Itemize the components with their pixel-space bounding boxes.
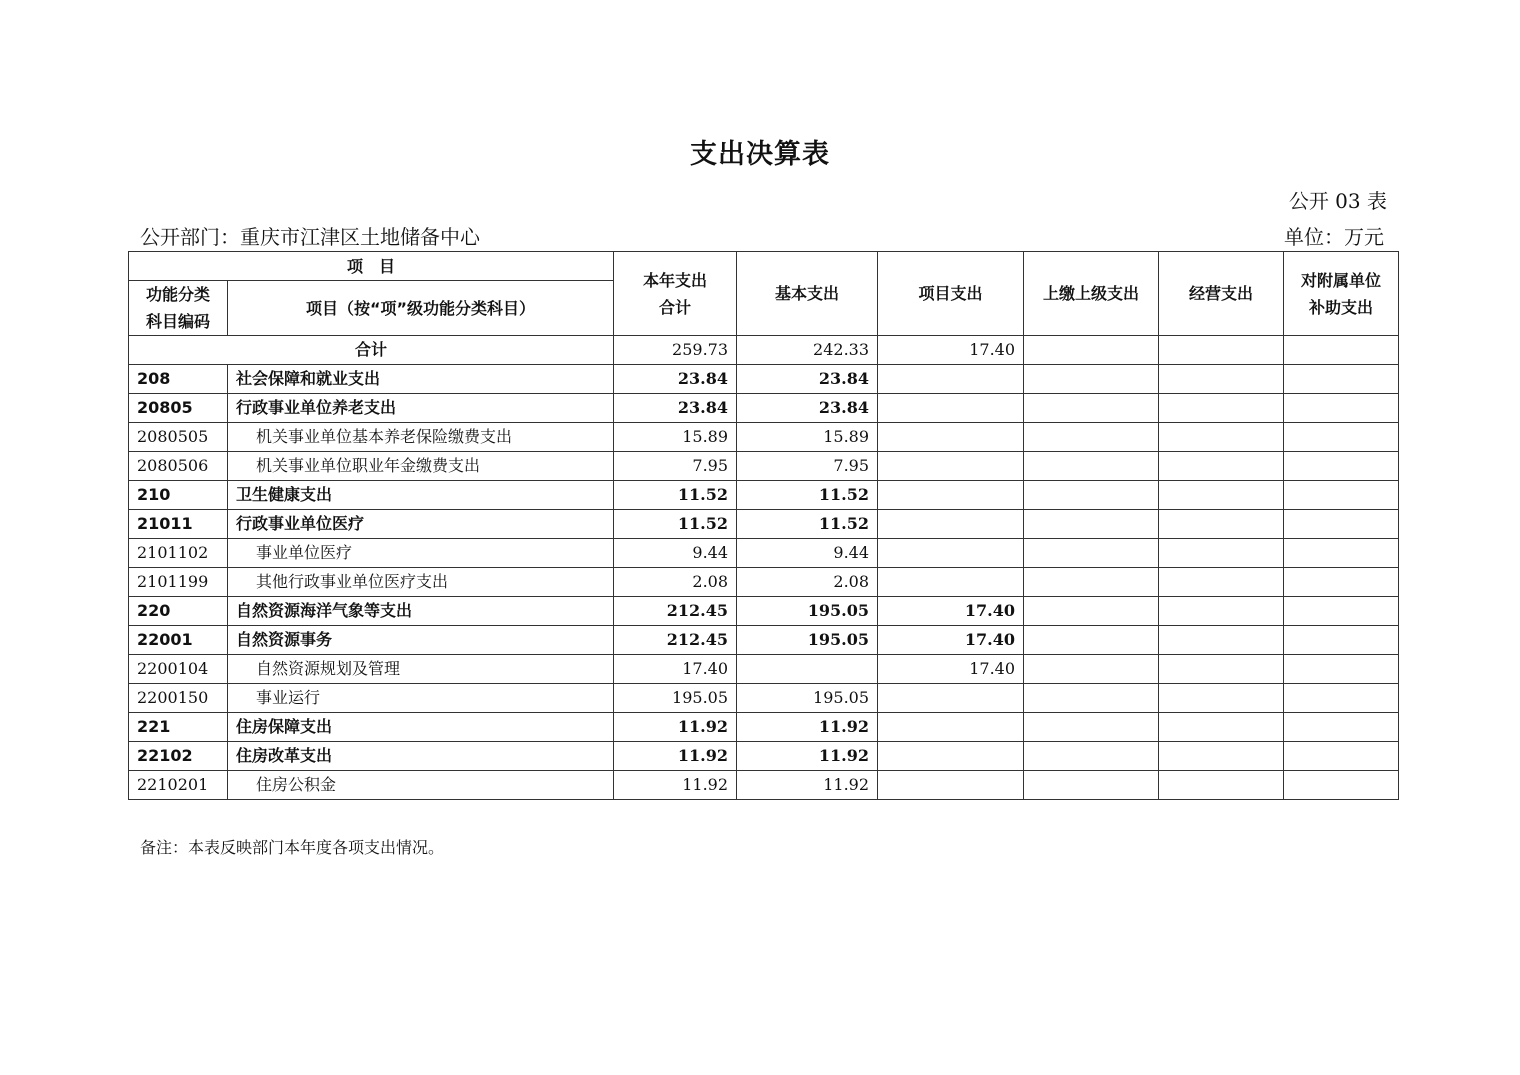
cell-code: 2210201 [129, 771, 228, 800]
table-row [129, 568, 1399, 597]
total-amount: 259.73 [614, 336, 737, 365]
cell-subsidy [1284, 626, 1399, 655]
cell-project [878, 539, 1024, 568]
total-basic: 242.33 [737, 336, 878, 365]
table-row [129, 626, 1399, 655]
cell-name: 自然资源事务 [228, 626, 614, 655]
cell-code: 2080505 [129, 423, 228, 452]
cell-name: 行政事业单位养老支出 [228, 394, 614, 423]
cell-code: 22102 [129, 742, 228, 771]
cell-code: 2080506 [129, 452, 228, 481]
cell-upper [1024, 684, 1159, 713]
cell-project: 17.40 [878, 597, 1024, 626]
cell-code: 221 [129, 713, 228, 742]
cell-code: 2200150 [129, 684, 228, 713]
cell-business [1159, 481, 1284, 510]
table-row [129, 510, 1399, 539]
cell-name: 自然资源海洋气象等支出 [228, 597, 614, 626]
cell-total: 212.45 [614, 597, 737, 626]
header-project: 项目支出 [878, 252, 1024, 336]
cell-subsidy [1284, 684, 1399, 713]
cell-total: 11.52 [614, 481, 737, 510]
cell-name: 社会保障和就业支出 [228, 365, 614, 394]
table-row [129, 684, 1399, 713]
cell-basic: 23.84 [737, 394, 878, 423]
cell-upper [1024, 771, 1159, 800]
cell-code: 22001 [129, 626, 228, 655]
footnote: 备注：本表反映部门本年度各项支出情况。 [140, 838, 445, 857]
cell-business [1159, 684, 1284, 713]
cell-project: 17.40 [878, 626, 1024, 655]
cell-total: 212.45 [614, 626, 737, 655]
cell-basic: 2.08 [737, 568, 878, 597]
cell-basic: 11.52 [737, 481, 878, 510]
cell-upper [1024, 539, 1159, 568]
cell-subsidy [1284, 394, 1399, 423]
cell-subsidy [1284, 742, 1399, 771]
total-business [1159, 336, 1284, 365]
cell-name: 事业运行 [228, 684, 614, 713]
header-item-group: 项 目 [129, 252, 614, 281]
cell-business [1159, 626, 1284, 655]
cell-business [1159, 394, 1284, 423]
cell-basic: 9.44 [737, 539, 878, 568]
header-code: 功能分类科目编码 [129, 281, 228, 336]
cell-subsidy [1284, 452, 1399, 481]
form-number: 公开 03 表 [1288, 189, 1387, 213]
cell-subsidy [1284, 771, 1399, 800]
total-row [129, 336, 1399, 365]
cell-total: 2.08 [614, 568, 737, 597]
table-row [129, 597, 1399, 626]
page-title: 支出决算表 [690, 139, 830, 170]
expenditure-table [128, 251, 1399, 800]
cell-business [1159, 423, 1284, 452]
cell-basic: 11.92 [737, 713, 878, 742]
cell-basic: 11.92 [737, 742, 878, 771]
header-upper: 上缴上级支出 [1024, 252, 1159, 336]
cell-upper [1024, 423, 1159, 452]
cell-upper [1024, 655, 1159, 684]
cell-subsidy [1284, 568, 1399, 597]
cell-project [878, 771, 1024, 800]
cell-business [1159, 539, 1284, 568]
cell-code: 2101102 [129, 539, 228, 568]
cell-total: 23.84 [614, 394, 737, 423]
cell-upper [1024, 365, 1159, 394]
cell-name: 自然资源规划及管理 [228, 655, 614, 684]
cell-code: 220 [129, 597, 228, 626]
cell-project [878, 684, 1024, 713]
cell-business [1159, 771, 1284, 800]
cell-project: 17.40 [878, 655, 1024, 684]
cell-subsidy [1284, 597, 1399, 626]
cell-code: 21011 [129, 510, 228, 539]
total-project: 17.40 [878, 336, 1024, 365]
cell-total: 17.40 [614, 655, 737, 684]
cell-subsidy [1284, 713, 1399, 742]
cell-project [878, 510, 1024, 539]
cell-subsidy [1284, 655, 1399, 684]
cell-business [1159, 597, 1284, 626]
cell-business [1159, 742, 1284, 771]
cell-business [1159, 365, 1284, 394]
cell-basic: 195.05 [737, 684, 878, 713]
cell-subsidy [1284, 539, 1399, 568]
cell-basic [737, 655, 878, 684]
cell-business [1159, 510, 1284, 539]
cell-upper [1024, 481, 1159, 510]
table-row [129, 742, 1399, 771]
cell-upper [1024, 510, 1159, 539]
cell-name: 住房改革支出 [228, 742, 614, 771]
cell-total: 11.92 [614, 771, 737, 800]
cell-total: 11.92 [614, 742, 737, 771]
cell-business [1159, 713, 1284, 742]
cell-code: 210 [129, 481, 228, 510]
cell-subsidy [1284, 365, 1399, 394]
header-business: 经营支出 [1159, 252, 1284, 336]
table-row [129, 713, 1399, 742]
cell-upper [1024, 452, 1159, 481]
cell-project [878, 394, 1024, 423]
cell-total: 23.84 [614, 365, 737, 394]
cell-project [878, 568, 1024, 597]
cell-business [1159, 655, 1284, 684]
cell-upper [1024, 626, 1159, 655]
cell-project [878, 423, 1024, 452]
cell-name: 卫生健康支出 [228, 481, 614, 510]
cell-name: 其他行政事业单位医疗支出 [228, 568, 614, 597]
cell-total: 195.05 [614, 684, 737, 713]
cell-basic: 23.84 [737, 365, 878, 394]
cell-project [878, 365, 1024, 394]
cell-subsidy [1284, 481, 1399, 510]
table-row [129, 452, 1399, 481]
table-row [129, 539, 1399, 568]
header-total: 本年支出合计 [614, 252, 737, 336]
cell-upper [1024, 394, 1159, 423]
cell-name: 机关事业单位基本养老保险缴费支出 [228, 423, 614, 452]
cell-project [878, 742, 1024, 771]
table-row [129, 655, 1399, 684]
cell-total: 9.44 [614, 539, 737, 568]
cell-code: 2200104 [129, 655, 228, 684]
cell-basic: 11.92 [737, 771, 878, 800]
cell-upper [1024, 568, 1159, 597]
cell-project [878, 481, 1024, 510]
header-basic: 基本支出 [737, 252, 878, 336]
table-row [129, 481, 1399, 510]
cell-upper [1024, 597, 1159, 626]
total-upper [1024, 336, 1159, 365]
cell-name: 行政事业单位医疗 [228, 510, 614, 539]
cell-basic: 7.95 [737, 452, 878, 481]
department-label: 公开部门：重庆市江津区土地储备中心 [140, 225, 480, 249]
cell-upper [1024, 742, 1159, 771]
cell-subsidy [1284, 510, 1399, 539]
total-subsidy [1284, 336, 1399, 365]
cell-code: 20805 [129, 394, 228, 423]
header-name: 项目（按“项”级功能分类科目） [228, 281, 614, 336]
cell-code: 208 [129, 365, 228, 394]
cell-basic: 195.05 [737, 597, 878, 626]
cell-upper [1024, 713, 1159, 742]
header-subsidy: 对附属单位补助支出 [1284, 252, 1399, 336]
table-row [129, 771, 1399, 800]
table-row [129, 423, 1399, 452]
cell-business [1159, 568, 1284, 597]
cell-basic: 11.52 [737, 510, 878, 539]
cell-total: 11.52 [614, 510, 737, 539]
cell-total: 11.92 [614, 713, 737, 742]
cell-business [1159, 452, 1284, 481]
cell-total: 7.95 [614, 452, 737, 481]
cell-basic: 195.05 [737, 626, 878, 655]
table-row [129, 365, 1399, 394]
cell-name: 机关事业单位职业年金缴费支出 [228, 452, 614, 481]
cell-name: 住房公积金 [228, 771, 614, 800]
cell-name: 住房保障支出 [228, 713, 614, 742]
table-row [129, 394, 1399, 423]
cell-basic: 15.89 [737, 423, 878, 452]
cell-project [878, 452, 1024, 481]
cell-subsidy [1284, 423, 1399, 452]
unit-label: 单位：万元 [1284, 225, 1384, 249]
cell-name: 事业单位医疗 [228, 539, 614, 568]
cell-total: 15.89 [614, 423, 737, 452]
total-label: 合计 [129, 336, 614, 365]
cell-code: 2101199 [129, 568, 228, 597]
cell-project [878, 713, 1024, 742]
